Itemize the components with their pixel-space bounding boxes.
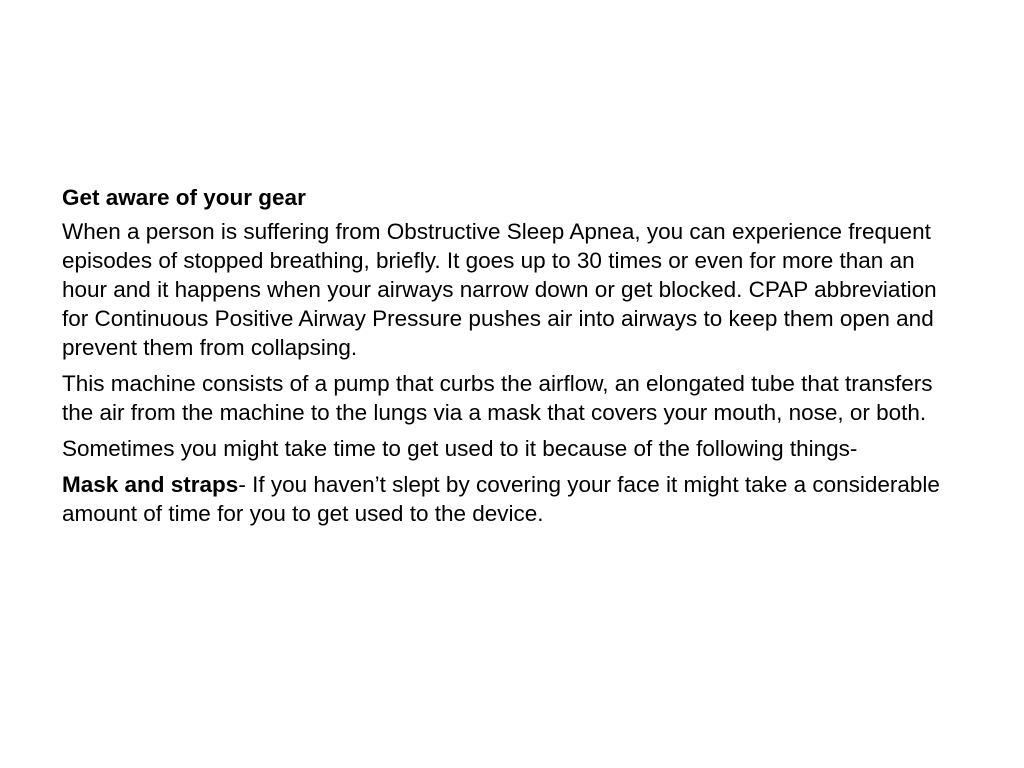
mask-and-straps-text: - If you haven’t slept by covering your face it might take a considerable amount of time for you to get used to the device. [62,472,940,526]
slide-heading: Get aware of your gear [62,185,306,210]
paragraph-machine: This machine consists of a pump that curbs the airflow, an elongated tube that transfers the air from the machine to the lungs via a mask that covers your mouth, nose, or both. [62,371,933,425]
mask-and-straps-lead: Mask and straps [62,472,239,497]
slide-body [62,183,962,535]
paragraph-osa: When a person is suffering from Obstructive Sleep Apnea, you can experience frequent episodes of stopped breathing, briefly. It goes up to 30 times or even for more than an hour and it happens when your airways narrow down or get blocked. CPAP abbreviation for Continuous Positive Airway Pressure pushes air into airways to keep them open and prevent them from collapsing. [62,219,937,360]
paragraph-getting-used: Sometimes you might take time to get used to it because of the following things- [62,436,858,461]
paragraph-mask-and-straps [62,470,962,528]
